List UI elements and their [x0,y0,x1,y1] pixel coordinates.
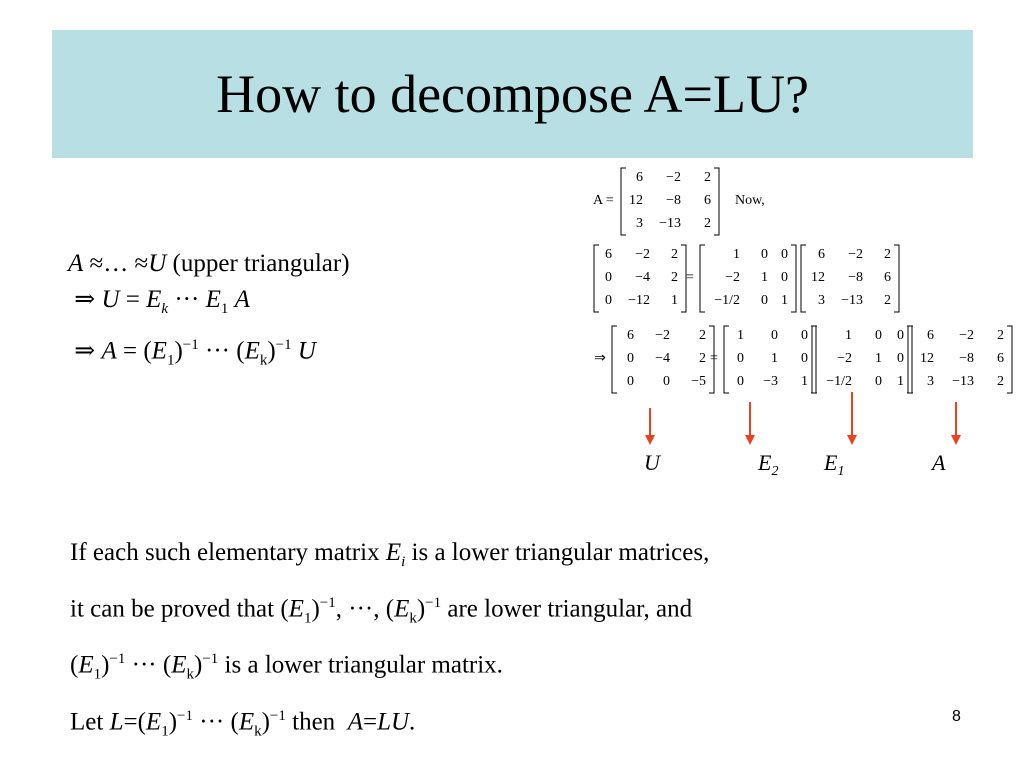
subscript-k: k [161,301,169,317]
equals-open: = ( [122,337,152,365]
implies-symbol: ⇒ [74,286,96,313]
implies-symbol: ⇒ [74,337,96,365]
symbol-u: U [297,337,316,365]
symbol-e: E [288,595,304,623]
ellipsis: ··· [174,286,200,313]
symbol-u: U [101,286,120,313]
matrix-row2-a-entry: 2 [884,247,891,262]
close-paren: ) [311,595,320,623]
matrix-a-entry: 6 [636,170,643,185]
symbol-e: E [146,286,162,313]
inverse-exponent: −1 [269,707,286,724]
matrix-a2-entry: 6 [927,328,934,343]
matrix-a2-entry: −8 [959,351,974,366]
text: it can be proved that ( [70,595,289,623]
matrix-row2-e1-entry: 1 [761,270,768,285]
equals-open: =( [123,707,146,735]
now-label: Now, [735,193,765,208]
label-e1: $E_1$ [824,450,845,479]
subscript-1: 1 [303,610,312,627]
matrix-e2-entry: 1 [771,351,778,366]
matrix-a2-entry: 2 [997,374,1004,389]
matrix-a-entry: −13 [659,216,681,231]
close-paren: ) [267,337,276,365]
matrix-row2-a-entry: −8 [848,270,863,285]
inverse-exponent: −1 [275,337,292,353]
matrix-u-entry: −2 [655,328,670,343]
matrix-a2-entry: 2 [997,328,1004,343]
matrix-row2-result-entry: −4 [635,270,650,285]
matrix-row2-a-entry: 6 [818,247,825,262]
matrix-e2-entry: 1 [801,374,808,389]
matrix-e1-entry: 0 [897,351,904,366]
symbol-e: E [244,337,260,365]
matrix-row2-a-entry: 6 [884,270,891,285]
matrix-e1-entry: −2 [837,351,852,366]
matrix-a2-entry: 6 [997,351,1004,366]
symbol-a: A [68,250,84,277]
matrix-row2-a-right-bracket [894,245,899,312]
close-paren: ) [194,651,203,679]
subscript-1: 1 [166,352,175,369]
slide-title: How to decompose A=LU? [216,64,809,124]
matrix-a-left-bracket [621,168,626,235]
matrix-a2-entry: 3 [927,374,934,389]
matrix-row2-a-entry: −2 [848,247,863,262]
matrix-a2-entry: −13 [952,374,974,389]
symbol-e: E [205,286,221,313]
text: are lower triangular, and [447,595,693,623]
matrix-u-left-bracket [612,326,617,393]
symbol-e: E [78,651,94,679]
matrix-row2-result-entry: −12 [628,293,650,308]
matrix-u-entry: 2 [699,328,706,343]
matrix-row2-e1-entry: 0 [761,293,768,308]
matrix-row2-a-entry: 12 [811,270,825,285]
matrix-row2-e1-entry: 0 [781,247,788,262]
inverse-exponent: −1 [177,707,193,724]
matrix-e1-entry: 0 [897,328,904,343]
matrix-a-entry: −8 [666,193,681,208]
matrix-u-entry: 2 [699,351,706,366]
subscript-1: 1 [93,666,102,683]
matrix-a-entry: 3 [636,216,643,231]
matrix-u-entry: 6 [627,328,634,343]
text: If each such elementary matrix [70,539,380,566]
matrix-a-entry: 2 [704,170,711,185]
matrix-e2-left-bracket [724,326,729,393]
ellipsis: ··· ( [199,707,239,735]
page-number: 8 [952,708,961,725]
implies-symbol: ⇒ [594,351,606,366]
matrix-row2-e1-entry: 1 [733,247,740,262]
matrix-row2-result-entry: 0 [605,293,612,308]
matrix-e2-entry: 0 [801,328,808,343]
symbol-e: E [171,651,187,679]
matrix-layer [593,168,1012,393]
ellipsis: ··· ( [205,337,245,365]
label-u: U [644,450,660,475]
paragraph-line-1 [70,532,709,583]
inverse-exponent: −1 [319,595,336,611]
matrix-a2-entry: 12 [920,351,934,366]
matrix-row2-e1-entry: 0 [781,270,788,285]
matrix-e2-entry: 0 [737,374,744,389]
matrix-u-entry: −4 [655,351,670,366]
matrix-row2-a-entry: −13 [841,293,863,308]
matrix-e2-entry: 0 [737,351,744,366]
explanation-paragraph [70,532,709,752]
matrix-row2-result-entry: 2 [671,247,678,262]
a-equals-label: A = [593,193,614,208]
matrix-a-entry: 6 [704,193,711,208]
matrix-a2-right-bracket [1007,326,1012,393]
paragraph-line-2 [70,583,709,639]
upper-triangular-note: (upper triangular) [172,250,350,277]
matrix-e1-entry: 1 [875,351,882,366]
subscript-1: 1 [161,722,169,739]
symbol-e: E [385,539,402,566]
approx-chain: ≈… ≈ [89,250,149,277]
matrix-row2-result-entry: 6 [605,247,612,262]
symbol-l: L [109,707,124,735]
matrix-u-entry: 0 [627,374,634,389]
open-paren: ( [70,651,79,679]
matrix-row2-e1-entry: 1 [781,293,788,308]
label-a: A [932,450,946,475]
subscript-k: k [254,722,262,739]
symbol-e: E [394,595,410,623]
text: , ···, ( [335,595,395,623]
matrix-u-entry: 0 [663,374,670,389]
matrix-a-entry: 2 [704,216,711,231]
equals-sign: = [686,270,694,285]
matrix-e1-entry: 1 [845,328,852,343]
subscript-k: k [186,666,194,683]
matrix-row2-a-left-bracket [801,245,806,312]
symbol-a: A [347,707,363,735]
text: is a lower triangular matrix. [224,651,503,679]
matrix-e1-entry: 1 [897,374,904,389]
ellipsis: ··· ( [131,651,172,679]
inverse-exponent: −1 [202,651,219,668]
period: . [409,707,416,735]
close-paren: ) [168,707,178,735]
matrix-row2-a-entry: 2 [884,293,891,308]
matrix-a-entry: −2 [666,170,681,185]
paragraph-line-4 [70,696,709,752]
matrix-row2-e1-entry: −2 [725,270,740,285]
matrix-u-entry: −5 [691,374,706,389]
inverse-exponent: −1 [182,337,199,353]
label-e2: $E_2$ [758,450,779,479]
matrix-row2-result-entry: 1 [671,293,678,308]
matrix-e1-entry: 0 [875,328,882,343]
equals-sign: = [710,351,718,366]
text: Let [70,707,104,735]
pointer-arrows [650,392,956,440]
matrix-row2-e1-right-bracket [791,245,796,312]
matrix-a-right-bracket [714,168,719,235]
matrix-u-entry: 0 [627,351,634,366]
matrix-e2-entry: 0 [801,351,808,366]
symbol-a: A [234,286,250,313]
matrix-row2-e1-left-bracket [700,245,705,312]
inverse-exponent: −1 [425,595,442,611]
symbol-u: U [148,250,167,277]
symbol-lu: LU [377,707,410,735]
symbol-e: E [238,707,255,735]
matrix-e1-entry: −1/2 [826,374,852,389]
matrix-row2-result-entry: 0 [605,270,612,285]
matrix-e2-entry: 1 [737,328,744,343]
subscript-i: i [401,554,406,570]
symbol-e: E [151,337,167,365]
inverse-exponent: −1 [109,651,126,668]
equals-sign: = [125,286,140,313]
matrix-row2-result-entry: −2 [635,247,650,262]
text: then [292,707,336,735]
subscript-k: k [259,352,268,369]
subscript-k: k [409,610,417,627]
matrix-row2-e1-entry: 0 [761,247,768,262]
symbol-a: A [101,337,117,365]
matrix-e2-entry: 0 [771,328,778,343]
matrix-e1-entry: 0 [875,374,882,389]
close-paren: ) [261,707,270,735]
close-paren: ) [416,595,426,623]
matrix-e2-entry: −3 [763,374,778,389]
subscript-1: 1 [220,301,229,317]
matrix-a2-entry: −2 [959,328,974,343]
matrix-row2-a-entry: 3 [818,293,825,308]
text: is a lower triangular matrices, [411,539,710,566]
matrix-row2-result-left-bracket [594,245,599,312]
matrix-row2-result-entry: 2 [671,270,678,285]
close-paren: ) [174,337,183,365]
close-paren: ) [101,651,110,679]
equals-sign: = [362,707,378,735]
matrix-row2-e1-entry: −1/2 [714,293,740,308]
matrix-a-entry: 12 [629,193,643,208]
symbol-e: E [145,707,162,735]
paragraph-line-3 [70,639,709,695]
